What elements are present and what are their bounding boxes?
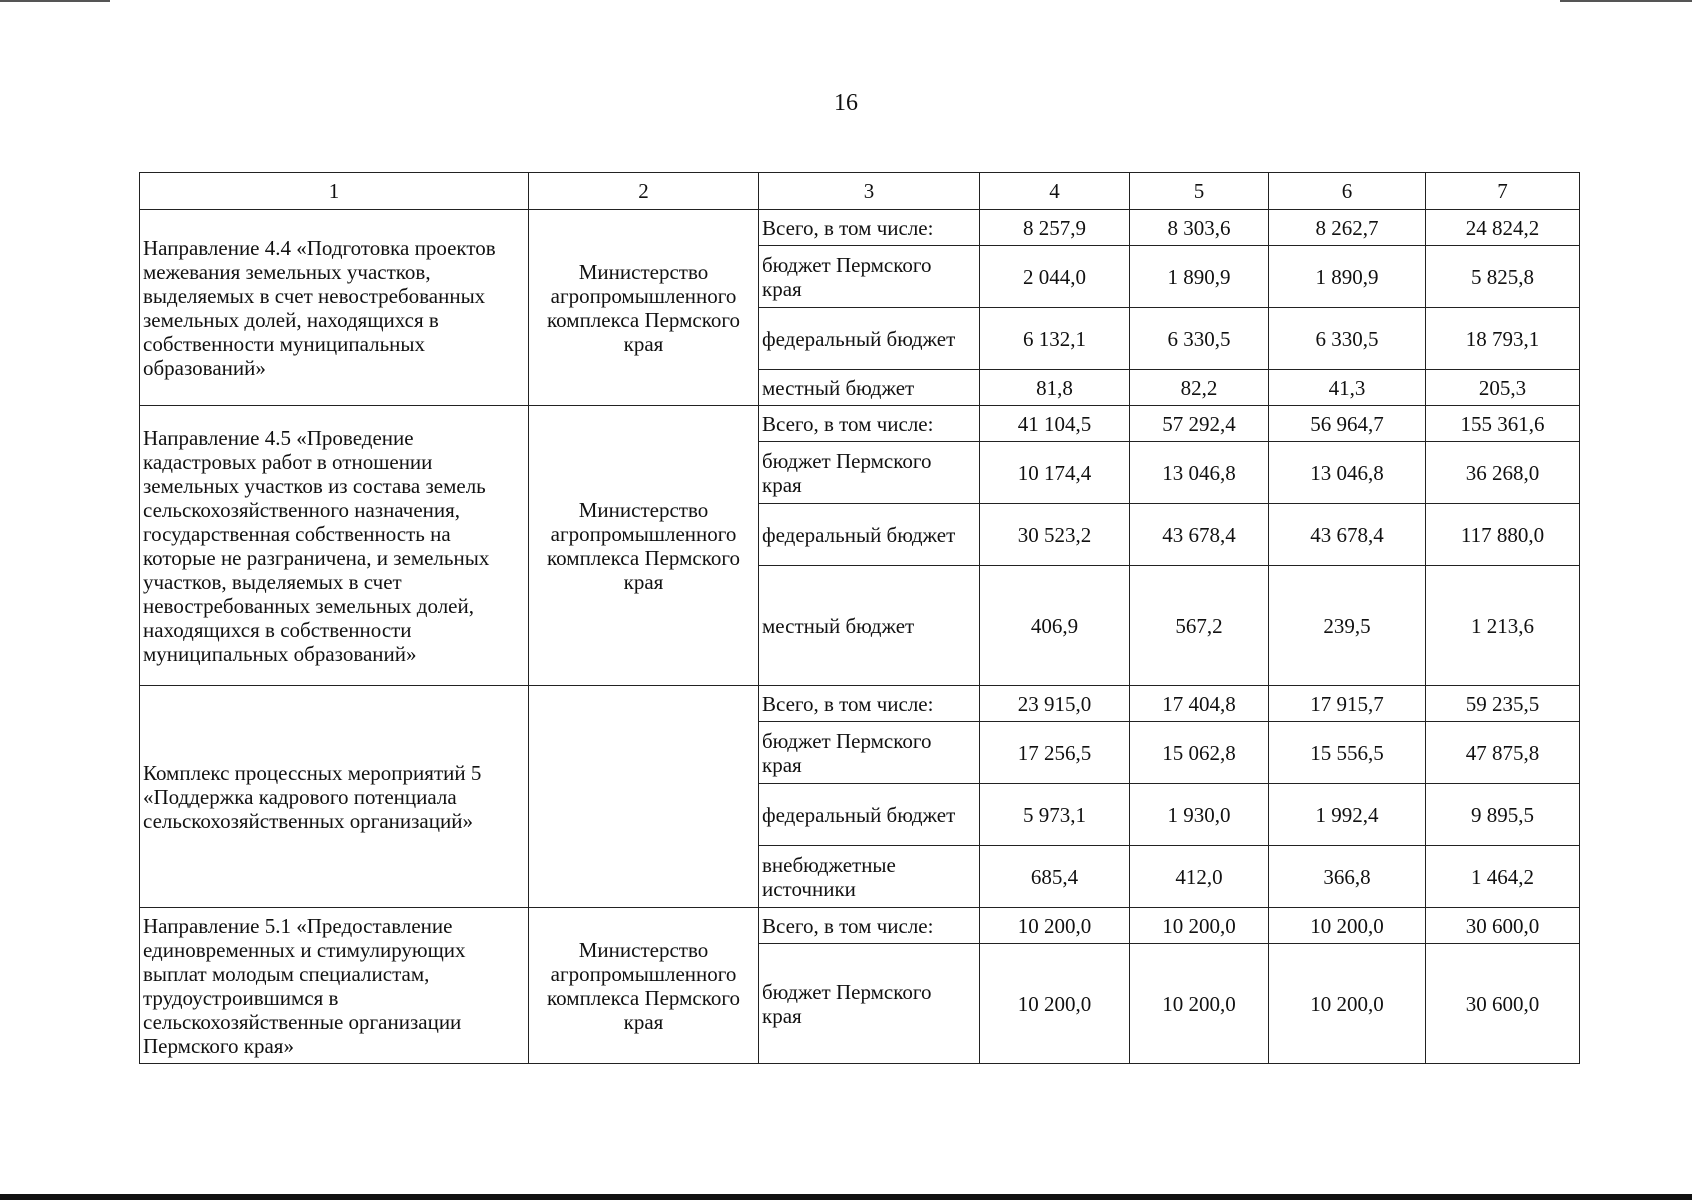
value-cell: 406,9 [980, 566, 1130, 686]
funding-source-cell: бюджет Пермского края [759, 246, 980, 308]
value-cell: 155 361,6 [1426, 406, 1580, 442]
value-cell: 6 330,5 [1269, 308, 1426, 370]
value-cell: 36 268,0 [1426, 442, 1580, 504]
value-cell: 1 930,0 [1130, 784, 1269, 846]
value-cell: 15 062,8 [1130, 722, 1269, 784]
table-row [140, 686, 1580, 722]
funding-source-cell: Всего, в том числе: [759, 406, 980, 442]
value-cell: 81,8 [980, 370, 1130, 406]
funding-source-cell: бюджет Пермского края [759, 442, 980, 504]
funding-source-cell: бюджет Пермского края [759, 722, 980, 784]
responsible-org-cell: Министерство агропромышленного комплекса Пермского края [529, 908, 759, 1064]
responsible-org-cell: Министерство агропромышленного комплекса Пермского края [529, 210, 759, 406]
funding-source-cell: внебюджетные источники [759, 846, 980, 908]
value-cell: 1 890,9 [1130, 246, 1269, 308]
header-cell: 1 [140, 173, 529, 210]
value-cell: 366,8 [1269, 846, 1426, 908]
value-cell: 10 200,0 [1269, 908, 1426, 944]
funding-source-cell: федеральный бюджет [759, 504, 980, 566]
funding-source-cell: бюджет Пермского края [759, 944, 980, 1064]
value-cell: 30 600,0 [1426, 908, 1580, 944]
page-number: 16 [834, 90, 858, 116]
header-row [140, 173, 1580, 210]
funding-source-cell: федеральный бюджет [759, 784, 980, 846]
funding-source-cell: Всего, в том числе: [759, 210, 980, 246]
value-cell: 10 200,0 [1269, 944, 1426, 1064]
activity-name-cell: Направление 4.4 «Подготовка проектов межевания земельных участков, выделяемых в счет невостребованных земельных долей, находящихся в собственности муниципальных образований» [140, 210, 529, 406]
value-cell: 56 964,7 [1269, 406, 1426, 442]
value-cell: 205,3 [1426, 370, 1580, 406]
value-cell: 8 257,9 [980, 210, 1130, 246]
activity-name-cell: Направление 5.1 «Предоставление единовременных и стимулирующих выплат молодым специалистам, трудоустроившимся в сельскохозяйственные организации Пермского края» [140, 908, 529, 1064]
scan-bottom-edge [0, 1194, 1692, 1200]
value-cell: 30 523,2 [980, 504, 1130, 566]
header-cell: 6 [1269, 173, 1426, 210]
value-cell: 24 824,2 [1426, 210, 1580, 246]
value-cell: 17 256,5 [980, 722, 1130, 784]
value-cell: 43 678,4 [1130, 504, 1269, 566]
activity-name-cell: Направление 4.5 «Проведение кадастровых работ в отношении земельных участков из состава земель сельскохозяйственного назначения, государственная собственность на которые не разграничена, и земельных участков, выделяемых в счет невостребованных земельных долей, находящихся в собственности муниципальных образований» [140, 406, 529, 686]
value-cell: 41 104,5 [980, 406, 1130, 442]
value-cell: 10 200,0 [1130, 944, 1269, 1064]
funding-source-cell: Всего, в том числе: [759, 908, 980, 944]
value-cell: 13 046,8 [1269, 442, 1426, 504]
value-cell: 239,5 [1269, 566, 1426, 686]
value-cell: 18 793,1 [1426, 308, 1580, 370]
table-row [140, 210, 1580, 246]
value-cell: 10 174,4 [980, 442, 1130, 504]
value-cell: 43 678,4 [1269, 504, 1426, 566]
funding-source-cell: федеральный бюджет [759, 308, 980, 370]
value-cell: 1 464,2 [1426, 846, 1580, 908]
value-cell: 9 895,5 [1426, 784, 1580, 846]
funding-source-cell: местный бюджет [759, 370, 980, 406]
value-cell: 59 235,5 [1426, 686, 1580, 722]
header-cell: 2 [529, 173, 759, 210]
value-cell: 13 046,8 [1130, 442, 1269, 504]
responsible-org-cell: Министерство агропромышленного комплекса Пермского края [529, 406, 759, 686]
value-cell: 6 132,1 [980, 308, 1130, 370]
scan-edge-line-right [1560, 0, 1692, 2]
value-cell: 17 915,7 [1269, 686, 1426, 722]
value-cell: 30 600,0 [1426, 944, 1580, 1064]
value-cell: 1 213,6 [1426, 566, 1580, 686]
value-cell: 1 890,9 [1269, 246, 1426, 308]
scan-edge-line-left [0, 0, 110, 2]
header-cell: 7 [1426, 173, 1580, 210]
header-cell: 3 [759, 173, 980, 210]
value-cell: 47 875,8 [1426, 722, 1580, 784]
value-cell: 10 200,0 [980, 944, 1130, 1064]
value-cell: 10 200,0 [1130, 908, 1269, 944]
header-cell: 5 [1130, 173, 1269, 210]
value-cell: 23 915,0 [980, 686, 1130, 722]
value-cell: 5 973,1 [980, 784, 1130, 846]
funding-source-cell: местный бюджет [759, 566, 980, 686]
value-cell: 5 825,8 [1426, 246, 1580, 308]
table-row [140, 406, 1580, 442]
value-cell: 82,2 [1130, 370, 1269, 406]
value-cell: 15 556,5 [1269, 722, 1426, 784]
funding-source-cell: Всего, в том числе: [759, 686, 980, 722]
activity-name-cell: Комплекс процессных мероприятий 5 «Поддержка кадрового потенциала сельскохозяйственных организаций» [140, 686, 529, 908]
value-cell: 10 200,0 [980, 908, 1130, 944]
value-cell: 17 404,8 [1130, 686, 1269, 722]
header-cell: 4 [980, 173, 1130, 210]
value-cell: 117 880,0 [1426, 504, 1580, 566]
value-cell: 6 330,5 [1130, 308, 1269, 370]
table-row [140, 908, 1580, 944]
value-cell: 567,2 [1130, 566, 1269, 686]
value-cell: 8 262,7 [1269, 210, 1426, 246]
value-cell: 57 292,4 [1130, 406, 1269, 442]
financing-table [139, 172, 1580, 1064]
value-cell: 685,4 [980, 846, 1130, 908]
value-cell: 2 044,0 [980, 246, 1130, 308]
value-cell: 1 992,4 [1269, 784, 1426, 846]
value-cell: 8 303,6 [1130, 210, 1269, 246]
responsible-org-cell [529, 686, 759, 908]
value-cell: 412,0 [1130, 846, 1269, 908]
value-cell: 41,3 [1269, 370, 1426, 406]
